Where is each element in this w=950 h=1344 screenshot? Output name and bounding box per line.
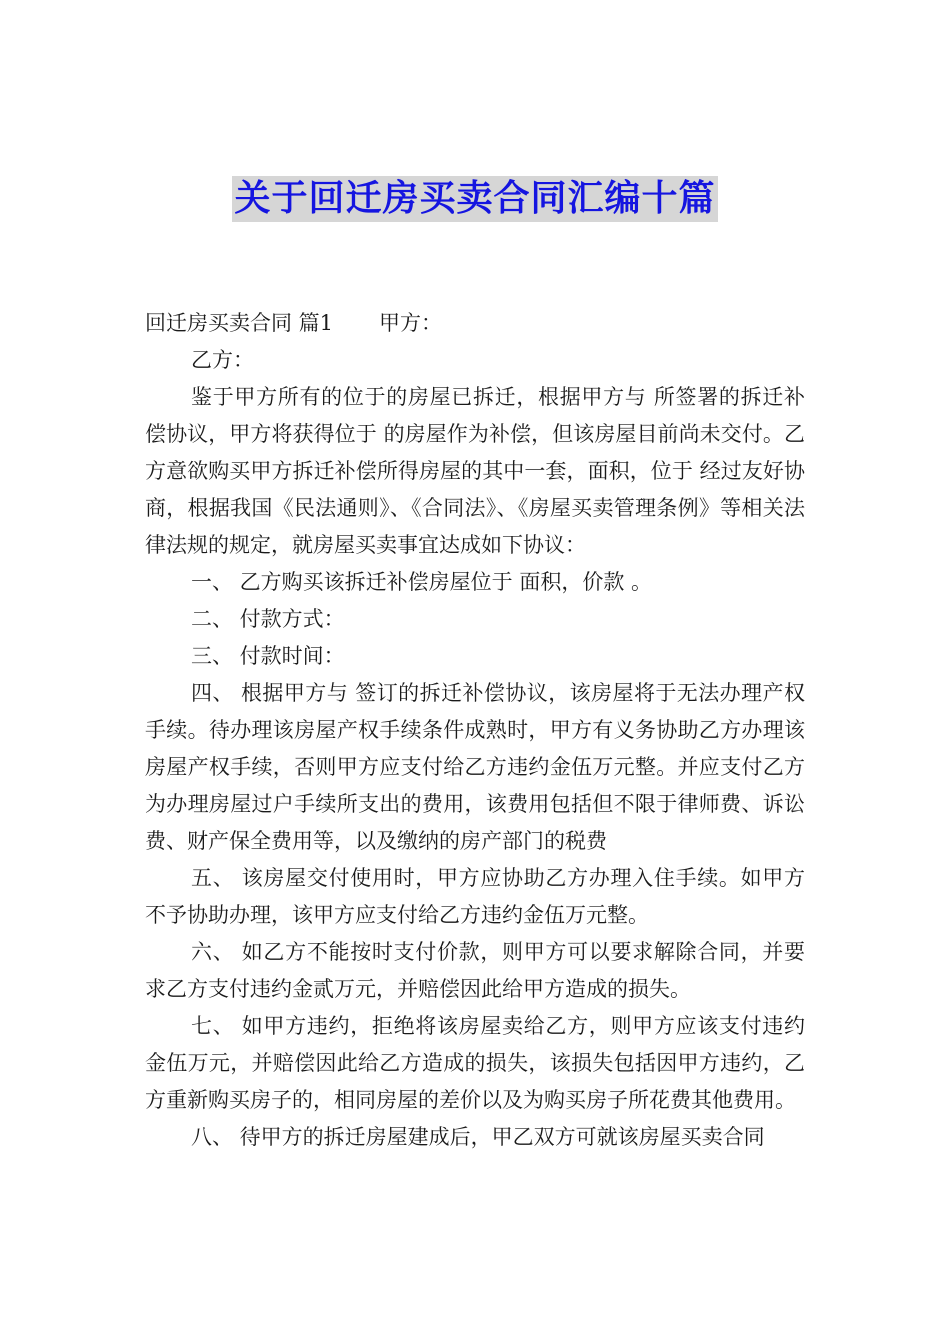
paragraph-clause-5: 五、 该房屋交付使用时，甲方应协助乙方办理入住手续。如甲方不予协助办理，该甲方应支付给乙方违约金伍万元整。 — [145, 866, 805, 927]
section-heading: 回迁房买卖合同 篇1 — [145, 311, 334, 335]
paragraph-clause-7: 七、 如甲方违约，拒绝将该房屋卖给乙方，则甲方应该支付违约金伍万元，并赔偿因此给乙方造成的损失，该损失包括因甲方违约，乙方重新购买房子的，相同房屋的差价以及为购买房子所花费其他费用。 — [145, 1014, 805, 1112]
paragraph-clause-4: 四、 根据甲方与 签订的拆迁补偿协议，该房屋将于无法办理产权手续。待办理该房屋产权手续条件成熟时，甲方有义务协助乙方办理该房屋产权手续，否则甲方应支付给乙方违约金伍万元整。并应支付乙方为办理房屋过户手续所支出的费用，该费用包括但不限于律师费、诉讼费、财产保全费用等，以及缴纳的房产部门的税费 — [145, 681, 805, 853]
document-title: 关于回迁房买卖合同汇编十篇 — [232, 176, 717, 222]
section-heading-line — [145, 305, 805, 342]
paragraph-clause-8: 八、 待甲方的拆迁房屋建成后，甲乙双方可就该房屋买卖合同 — [191, 1125, 765, 1149]
paragraph-party-b: 乙方： — [191, 348, 254, 372]
paragraph-clause-3: 三、 付款时间： — [191, 644, 345, 668]
paragraph-clause-1: 一、 乙方购买该拆迁补偿房屋位于 面积，价款 。 — [191, 570, 653, 594]
document-body — [145, 305, 805, 1156]
title-container — [0, 176, 950, 222]
paragraph-clause-6: 六、 如乙方不能按时支付价款，则甲方可以要求解除合同，并要求乙方支付违约金贰万元，并赔偿因此给甲方造成的损失。 — [145, 940, 805, 1001]
paragraph-preamble: 鉴于甲方所有的位于的房屋已拆迁，根据甲方与 所签署的拆迁补偿协议，甲方将获得位于 的房屋作为补偿，但该房屋目前尚未交付。乙方意欲购买甲方拆迁补偿所得房屋的其中一套，面积，位于 经过友好协商，根据我国《民法通则》、《合同法》、《房屋买卖管理条例》等相关法律法规的规定，就房屋买卖事宜达成如下协议： — [145, 385, 805, 557]
paragraph-clause-2: 二、 付款方式： — [191, 607, 345, 631]
party-a-label: 甲方： — [379, 311, 443, 335]
